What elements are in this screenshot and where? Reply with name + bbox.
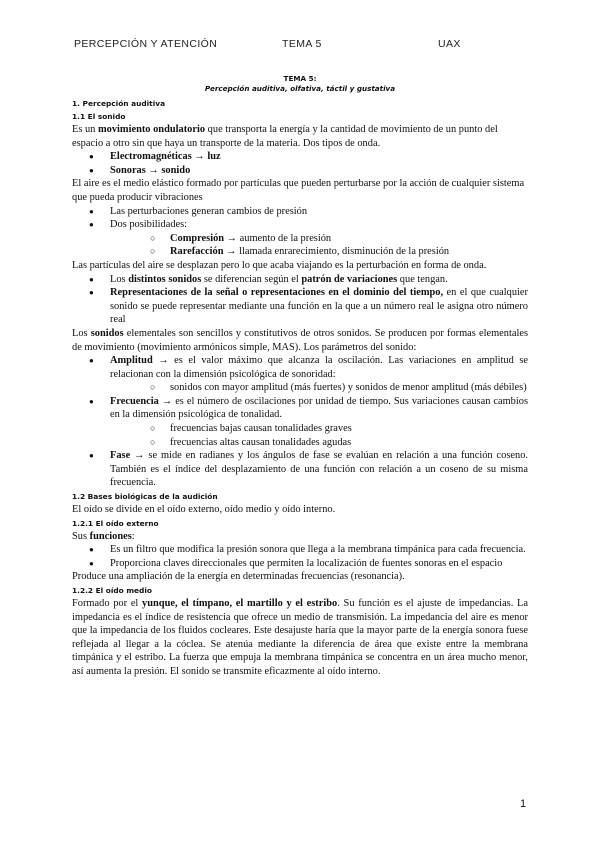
paragraph-elementary-sounds: Los sonidos elementales son sencillos y constitutivos de otros sonidos. Se producen por formas elementales de movimiento (movimiento armónicos simple, MAS). Los parámetros del sonido:: [72, 327, 528, 353]
amplitude-sublist: [110, 381, 528, 395]
list-item: ○ frecuencias bajas causan tonalidades graves: [110, 422, 528, 436]
section-heading-1-1: 1.1 El sonido: [72, 112, 126, 121]
list-item: ● Proporciona claves direccionales que permiten la localización de fuentes sonoras en el espacio: [72, 557, 528, 571]
list-item: ● Electromagnéticas → luz: [72, 150, 528, 164]
list-item: ○ Compresión → aumento de la presión: [110, 232, 528, 246]
section-heading-1-2: 1.2 Bases biológicas de la audición: [72, 492, 218, 502]
list-item: ○ Rarefacción → llamada enrarecimiento, disminución de la presión: [110, 245, 528, 259]
list-item: ● Fase → se mide en radianes y los ángulos de fase se evalúan en relación a una función coseno. También es el índice del desplazamiento de una función con relación a un coseno de su misma frecuencia.: [72, 449, 528, 490]
list-item: ● Es un filtro que modifica la presión sonora que llega a la membrana timpánica para cada frecuencia.: [72, 543, 528, 557]
list-item: ● Frecuencia → es el número de oscilaciones por unidad de tiempo. Sus variaciones causan cambios en la dimensión psicológica de tonalidad. ○ frecuencias bajas causan tonalidades graves ○ frecuencias altas causan tonalidades agudas: [72, 395, 528, 449]
perturbation-list: [72, 205, 528, 259]
outer-ear-functions-list: [72, 543, 528, 570]
list-item: ● Los distintos sonidos se diferencian según el patrón de variaciones que tengan.: [72, 273, 528, 287]
document-body: [72, 74, 528, 679]
list-item: ● Amplitud → es el valor máximo que alcanza la oscilación. Las variaciones en amplitud se relacionan con la dimensión psicológica de sonoridad: ○ sonidos con mayor amplitud (más fuertes) y sonidos de menor amplitud (más débiles): [72, 354, 528, 395]
header-subject: PERCEPCIÓN Y ATENCIÓN: [74, 38, 218, 50]
topic-number: TEMA 5:: [283, 74, 317, 83]
list-item: ● Sonoras → sonido: [72, 164, 528, 178]
section-heading-1-2-2: 1.2.2 El oído medio: [72, 586, 152, 595]
topic-title: Percepción auditiva, olfativa, táctil y gustativa: [204, 84, 396, 93]
header-unit: TEMA 5: [282, 38, 322, 50]
paragraph-particles: Las partículas del aire se desplazan pero lo que acaba viajando es la perturbación en forma de onda.: [72, 259, 487, 271]
section-heading-1-2-1: 1.2.1 El oído externo: [72, 518, 159, 528]
wave-types-list: [72, 150, 528, 177]
header-university: UAX: [438, 38, 461, 50]
section-heading-1: 1. Percepción auditiva: [72, 99, 166, 108]
paragraph-middle-ear: Formado por el yunque, el tímpano, el martillo y el estribo. Su función es el ajuste de impedancias. La impedancia es el índice de resistencia que ofrece un medio de transmisión. La impedancia del aire es menor que la impedancia de los fluidos cocleares. Este desajuste haría que la mayor parte de la energía sonora fuese reflejada al llegar a la cóclea. Se atenúa mediante la diferencia de área que existe entre la membrana timpánica y el estribo. La fuerza que empuja la membrana timpánica se concentra en un área mucho menor, así aumenta la presión. El sonido se transmite eficazmente al oído interno.: [72, 598, 529, 677]
list-item: ● Dos posibilidades: ○ Compresión → aumento de la presión ○ Rarefacción → llamada enrarecimiento, disminución de la presión: [72, 218, 528, 259]
paragraph-ear-division: El oído se divide en el oído externo, oído medio y oído interno.: [72, 504, 336, 516]
paragraph-air-medium: El aire es el medio elástico formado por partículas que pueden perturbarse por la acción de cualquier sistema que pueda producir vibraciones: [72, 178, 525, 203]
list-item: ○ frecuencias altas causan tonalidades agudas: [110, 436, 528, 450]
page-number: 1: [520, 798, 527, 810]
frequency-sublist: [110, 422, 528, 449]
list-item: ● Las perturbaciones generan cambios de presión: [72, 205, 528, 219]
paragraph-functions-intro: Sus funciones:: [72, 530, 135, 542]
sound-patterns-list: [72, 273, 528, 327]
list-item: ○ sonidos con mayor amplitud (más fuertes) y sonidos de menor amplitud (más débiles): [110, 381, 528, 395]
sound-parameters-list: [72, 354, 528, 490]
possibilities-sublist: [110, 232, 528, 259]
list-item: ● Representaciones de la señal o representaciones en el dominio del tiempo, en el que cualquier sonido se puede representar mediante una función en la que a un número real le asigna otro número real: [72, 286, 528, 327]
paragraph-resonance: Produce una ampliación de la energía en determinadas frecuencias (resonancia).: [72, 571, 405, 583]
paragraph-sound-definition: Es un movimiento ondulatorio que transporta la energía y la cantidad de movimiento de un punto del espacio a otro sin que haya un transporte de la materia. Dos tipos de onda.: [72, 124, 498, 149]
